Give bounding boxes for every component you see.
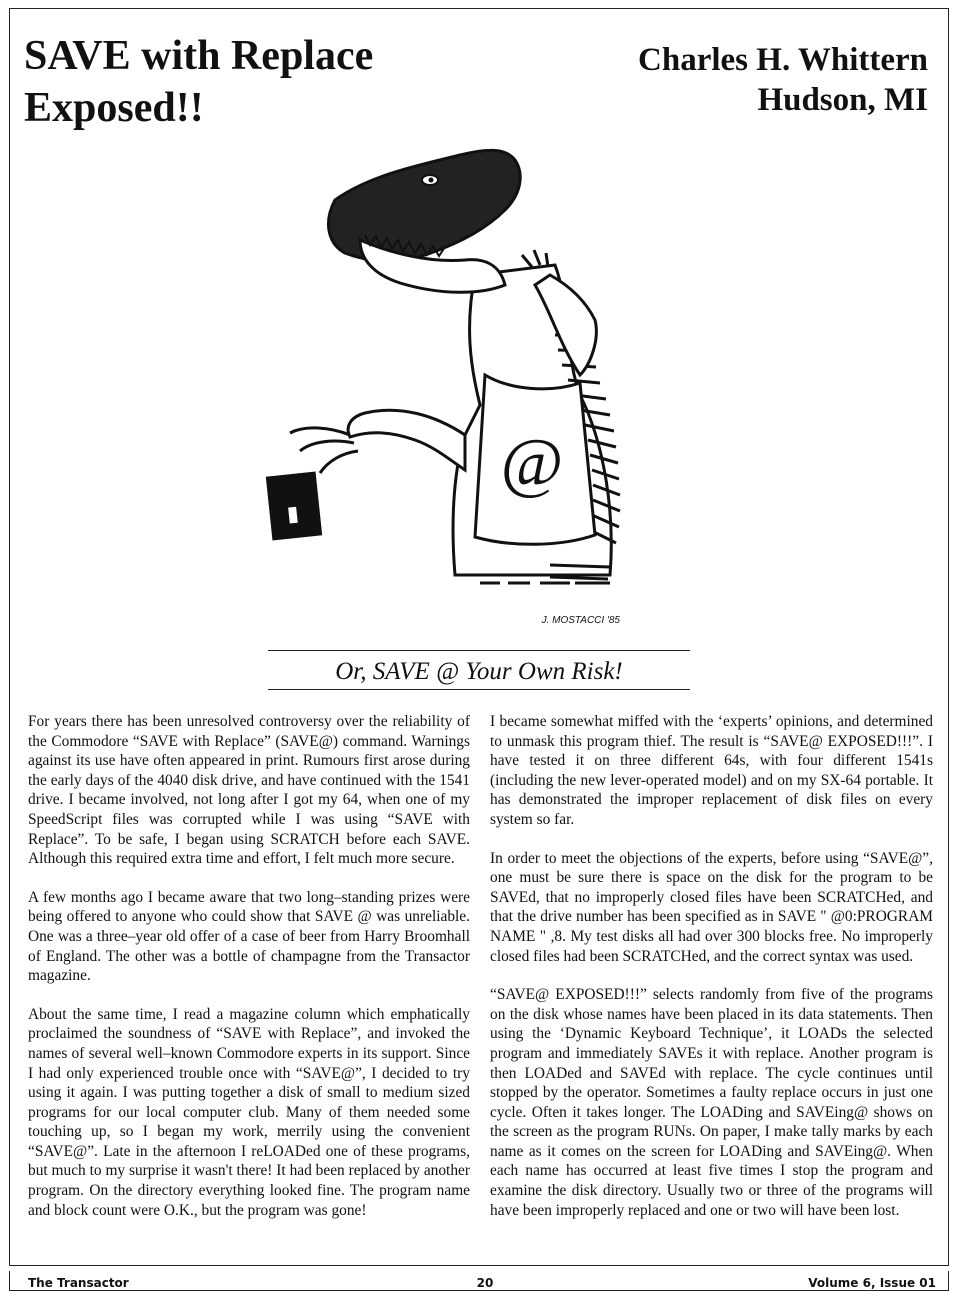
- author-location: Hudson, MI: [757, 82, 928, 118]
- artist-signature: J. MOSTACCI '85: [541, 615, 620, 626]
- bib-at-symbol: @: [500, 424, 564, 500]
- paragraph: About the same time, I read a magazine column which emphatically proclaimed the soundness of “SAVE with Replace”, and invoked the names of several well–known Commodore experts in its support. Since I had only experienced trouble once with “SAVE@”, I decided to try using it again. I was putting together a disk of small to medium sized programs for our local computer club. Many of them needed some touching up, so I began my work, merrily using the convenient “SAVE@”. Late in the afternoon I reLOADed one of these programs, but much to my surprise it wasn't there! It had been replaced by another program. On the directory everything looked fine. The program name and block count were O.K., but the program was gone!: [28, 1005, 470, 1219]
- title-line-2: Exposed!!: [24, 85, 204, 131]
- article-subtitle: Or, SAVE @ Your Own Risk!: [335, 658, 623, 685]
- author-name: Charles H. Whittern: [638, 42, 928, 78]
- body-column-right: [490, 712, 933, 1239]
- paragraph: For years there has been unresolved controversy over the reliability of the Commodore “SAVE with Replace” (SAVE@) command. Warnings against its use have often appeared in print. Rumours first arose during the early days of the 4040 disk drive, and have continued with the 1541 drive. I became involved, not long after I got my 64, when one of my SpeedScript files was corrupted while I was using “SAVE with Replace”. To be safe, I began using SCRATCH before each SAVE. Although this required extra time and effort, I felt much more secure.: [28, 713, 470, 868]
- author-block: [548, 40, 928, 120]
- subtitle-top-rule: [268, 650, 690, 651]
- footer-issue: Volume 6, Issue 01: [808, 1276, 936, 1290]
- body-column-left: [28, 712, 470, 1239]
- paragraph: A few months ago I became aware that two long–standing prizes were being offered to anyone who could show that SAVE @ was unreliable. One was a three–year old offer of a case of beer from Harry Broomhall of England. The other was a bottle of champagne from the Transactor magazine.: [28, 888, 470, 985]
- footer-page-number: 20: [476, 1276, 494, 1290]
- footer-magazine-name: The Transactor: [28, 1276, 129, 1290]
- paragraph: In order to meet the objections of the experts, before using “SAVE@”, one must be sure there is space on the disk for the program to be SAVEd, that no improperly closed files have been SCRATCHed, and that the drive number has been specified as in SAVE " @0:PROGRAM NAME " ,8. My test disks all had over 300 blocks free. No improperly closed files had been SCRATCHed, and the correct syntax was used.: [490, 849, 933, 965]
- paragraph: I became somewhat miffed with the ‘experts’ opinions, and determined to unmask this program thief. The result is “SAVE@ EXPOSED!!!”. I have tested it on three different 64s, with four different 1541s (including the new lever-operated model) and on my SX-64 portable. It has demonstrated the improper replacement of disk files on every system so far.: [490, 713, 933, 828]
- paragraph: “SAVE@ EXPOSED!!!” selects randomly from five of the programs on the disk whose names have been placed in its data statements. Then using the ‘Dynamic Keyboard Technique’, it LOADs the selected program and immediately SAVEs it with replace. Another program is then LOADed and SAVEd with replace. The cycle continues until stopped by the operator. Sometimes a faulty replace occurs in just one cycle. Often it takes longer. The LOADing and SAVEing@ shows on the screen as the program RUNs. On paper, I make tally marks by each name as it comes on the screen for LOADing and SAVEing@. When each name has occurred at least five times I stop the program and examine the disk directory. Usually two or three of the programs will have been improperly replaced and one or two will have been lost.: [490, 986, 933, 1219]
- title-line-1: SAVE with Replace: [24, 33, 374, 79]
- dinosaur-illustration: [250, 135, 680, 635]
- subtitle-bottom-rule: [268, 689, 690, 690]
- article-title: [24, 30, 464, 134]
